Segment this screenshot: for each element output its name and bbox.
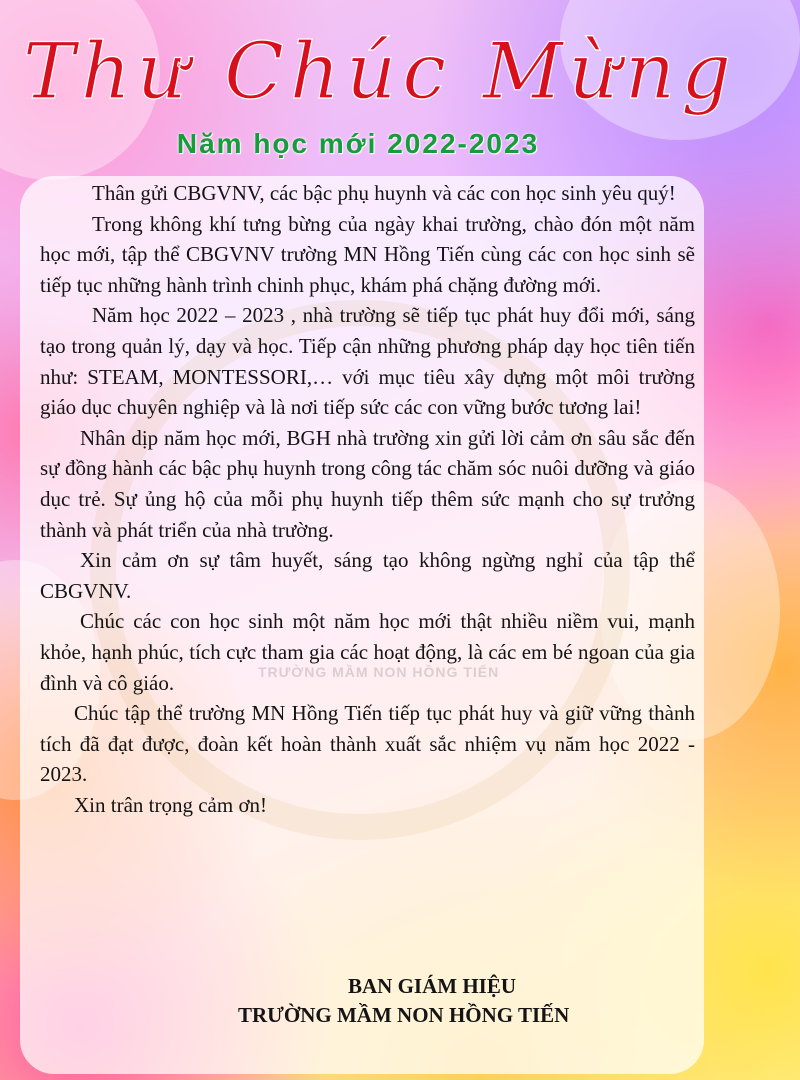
paragraph-wishes-school: Chúc tập thể trường MN Hồng Tiến tiếp tục phát huy và giữ vững thành tích đã đạt được, đoàn kết hoàn thành xuất sắc nhiệm vụ năm học 2022 - 2023. bbox=[40, 701, 695, 787]
page-subtitle: Năm học mới 2022-2023 bbox=[176, 128, 540, 159]
signature-school: TRƯỜNG MẦM NON HỒNG TIẾN bbox=[238, 1003, 570, 1027]
title-script bbox=[22, 10, 738, 130]
letter-body bbox=[40, 178, 695, 820]
paragraph-greeting: Thân gửi CBGVNV, các bậc phụ huynh và các con học sinh yêu quý! bbox=[92, 181, 676, 205]
watermark-text: TRƯỜNG MẦM NON HỒNG TIẾN bbox=[258, 664, 500, 680]
title-text: Thư Chúc Mừng bbox=[22, 27, 738, 117]
paragraph-wishes-students: Chúc các con học sinh một năm học mới thật nhiều niềm vui, mạnh khỏe, hạnh phúc, tích cực tham gia các hoạt động, là các em bé ngoan của gia đình và cô giáo. bbox=[40, 609, 695, 695]
paragraph-closing: Xin trân trọng cảm ơn! bbox=[74, 792, 268, 817]
paragraph-thanks-staff: Xin cảm ơn sự tâm huyết, sáng tạo không ngừng nghỉ của tập thể CBGVNV. bbox=[40, 548, 695, 603]
paragraph-thanks-parents: Nhân dịp năm học mới, BGH nhà trường xin gửi lời cảm ơn sâu sắc đến sự đồng hành các bậc phụ huynh trong công tác chăm sóc nuôi dưỡng và giáo dục trẻ. Sự ủng hộ của mỗi phụ huynh tiếp thêm sức mạnh cho sự trưởng thành và phát triển của nhà trường. bbox=[40, 425, 695, 542]
signature-board: BAN GIÁM HIỆU bbox=[348, 974, 517, 998]
page-title bbox=[22, 10, 738, 130]
paragraph-opening: Trong không khí tưng bừng của ngày khai trường, chào đón một năm học mới, tập thể CBGVNV trường MN Hồng Tiến cùng các con học sinh sẽ tiếp tục những hành trình chinh phục, khám phá chặng đường mới. bbox=[40, 211, 695, 297]
paragraph-plans: Năm học 2022 – 2023 , nhà trường sẽ tiếp tục phát huy đổi mới, sáng tạo trong quản lý, dạy và học. Tiếp cận những phương pháp dạy học tiên tiến như: STEAM, MONTESSORI,… với mục tiêu xây dựng một môi trường giáo dục chuyên nghiệp và là nơi tiếp sức các con vững bước tương lai! bbox=[40, 303, 695, 420]
